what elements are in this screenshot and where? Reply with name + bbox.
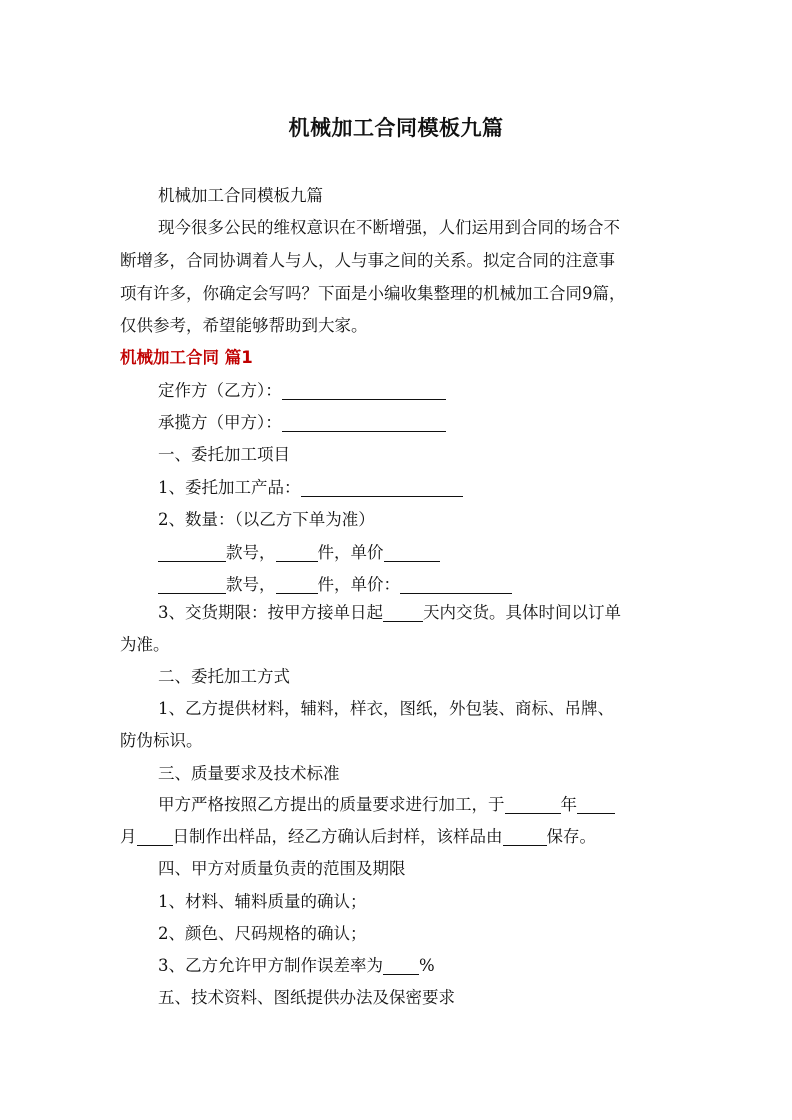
keeper-blank <box>503 825 547 846</box>
party-a-line <box>158 407 680 439</box>
item2-1-line: 1、乙方提供材料，辅料，样衣，图纸，外包装、商标、吊牌、 <box>158 699 614 718</box>
item2-title: 二、委托加工方式 <box>158 667 290 686</box>
item4-2: 2、颜色、尺码规格的确认； <box>158 924 367 943</box>
item4-1: 1、材料、辅料质量的确认； <box>158 892 367 911</box>
item1-2-line: 2、数量：（以乙方下单为准） <box>158 510 375 529</box>
intro-line-2: 断增多，合同协调着人与人，人与事之间的关系。拟定合同的注意事 <box>120 251 615 270</box>
item3-label-b2: 日制作出样品，经乙方确认后封样，该样品由 <box>172 827 503 846</box>
piece-blank-1 <box>276 541 318 562</box>
item1-3-label-b: 天内交货。具体时间以订单 <box>423 603 621 622</box>
item3-label-a1: 甲方严格按照乙方提出的质量要求进行加工，于 <box>158 795 505 814</box>
item1-3-label-a: 3、交货期限：按甲方接单日起 <box>158 603 383 622</box>
item5-title: 五、技术资料、图纸提供办法及保密要求 <box>158 988 455 1007</box>
item3-label-b3: 保存。 <box>546 827 596 846</box>
item3-line-b <box>120 821 680 853</box>
item4-3-line <box>158 950 680 982</box>
style-no-label-1: 款号， <box>226 543 276 562</box>
percent-sign: % <box>419 956 435 975</box>
style-no-blank-2 <box>158 573 226 594</box>
year-blank-2 <box>577 793 615 814</box>
item4-title: 四、甲方对质量负责的范围及期限 <box>158 859 406 878</box>
section-heading: 机械加工合同 篇1 <box>120 348 253 367</box>
intro-heading: 机械加工合同模板九篇 <box>158 186 323 205</box>
year-blank <box>505 793 561 814</box>
party-b-line <box>158 375 680 407</box>
item1-3-cont: 为准。 <box>120 635 170 654</box>
item2-1-cont: 防伪标识。 <box>120 731 203 750</box>
style-no-label-2: 款号， <box>226 575 276 594</box>
intro-line-4: 仅供参考，希望能够帮助到大家。 <box>120 316 368 335</box>
product-blank <box>301 476 463 497</box>
intro-line-3: 项有许多，你确定会写吗？下面是小编收集整理的机械加工合同9篇， <box>120 284 626 303</box>
delivery-days-blank <box>383 601 423 622</box>
party-a-blank <box>282 411 446 432</box>
item4-3-label: 3、乙方允许甲方制作误差率为 <box>158 956 383 975</box>
price-blank-1 <box>384 541 440 562</box>
intro-line-1: 现今很多公民的维权意识在不断增强，人们运用到合同的场合不 <box>158 218 620 237</box>
item1-1-line <box>158 472 680 504</box>
party-b-label: 定作方（乙方）： <box>158 381 282 400</box>
document-title: 机械加工合同模板九篇 <box>288 116 504 140</box>
item3-title: 三、质量要求及技术标准 <box>158 764 340 783</box>
item3-line-a <box>158 789 680 821</box>
price-blank-2 <box>400 573 512 594</box>
piece-label-1: 件，单价 <box>317 543 384 562</box>
item3-label-b1: 月 <box>120 827 137 846</box>
style-no-blank-1 <box>158 541 226 562</box>
party-b-blank <box>282 379 446 400</box>
party-a-label: 承揽方（甲方）： <box>158 413 282 432</box>
month-blank <box>137 825 173 846</box>
error-rate-blank <box>383 954 419 975</box>
piece-blank-2 <box>276 573 318 594</box>
piece-label-2: 件，单价： <box>317 575 400 594</box>
item1-title: 一、委托加工项目 <box>158 445 290 464</box>
item3-label-a2: 年 <box>560 795 577 814</box>
item1-3-line <box>158 597 680 629</box>
style-line-1 <box>158 537 680 569</box>
item1-1-label: 1、委托加工产品： <box>158 478 301 497</box>
